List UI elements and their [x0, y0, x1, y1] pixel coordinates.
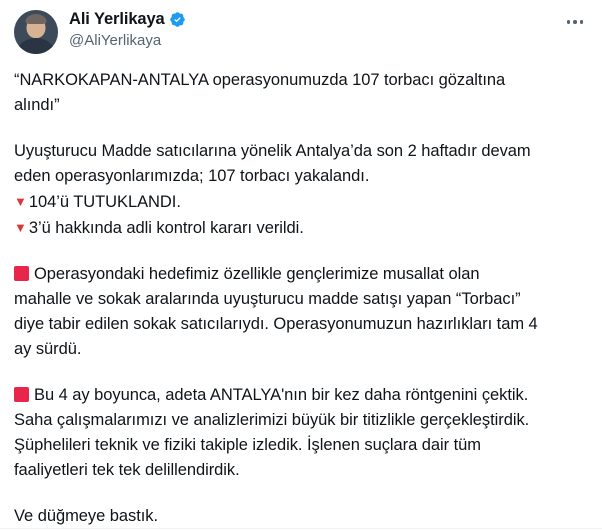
author-display-name[interactable]: Ali Yerlikaya — [69, 10, 165, 28]
tweet-block-1 — [14, 262, 588, 362]
tweet-bullet-1 — [14, 189, 588, 215]
avatar[interactable] — [14, 10, 58, 54]
author-name-row — [69, 10, 588, 30]
tweet-text — [14, 68, 588, 529]
tweet-line: “NARKOKAPAN-ANTALYA operasyonumuzda 107 torbacı gözaltına — [14, 71, 506, 89]
block-text: Bu 4 ay boyunca, adeta ANTALYA'nın bir kez daha röntgenini çektik. — [34, 386, 529, 404]
tweet-line: Ve düğmeye bastık. — [14, 507, 159, 525]
block-text: Operasyondaki hedefimiz özellikle gençlerimize musallat olan — [34, 265, 480, 283]
tweet-bullet-2 — [14, 215, 588, 241]
tweet-line: faaliyetleri tek tek delillendirdik. — [14, 461, 240, 479]
triangle-marker-icon: ▼ — [14, 194, 27, 209]
tweet-header — [14, 10, 588, 54]
tweet-line — [14, 262, 588, 287]
tweet-line — [14, 189, 588, 215]
tweet-closing — [14, 504, 588, 529]
triangle-marker-icon: ▼ — [14, 220, 27, 235]
author-handle[interactable]: @AliYerlikaya — [69, 31, 162, 49]
more-dot-2 — [573, 20, 577, 24]
bullet-text: 104’ü TUTUKLANDI. — [28, 193, 181, 211]
avatar-hair — [26, 14, 47, 24]
tweet-line: diye tabir edilen sokak satıcılarıydı. Operasyonumuzun hazırlıkları tam 4 — [14, 315, 538, 333]
bottom-divider — [0, 528, 602, 529]
tweet-block-2 — [14, 383, 588, 483]
more-options-icon[interactable] — [562, 12, 588, 32]
tweet-paragraph-headline — [14, 68, 588, 118]
tweet-line: eden operasyonlarımızda; 107 torbacı yakalandı. — [14, 167, 370, 185]
more-dot-1 — [567, 20, 571, 24]
red-square-marker-icon — [14, 266, 29, 281]
tweet-line: Saha çalışmalarımızı ve analizlerimizi büyük bir titizlikle gerçekleştirdik. — [14, 411, 530, 429]
more-dot-3 — [580, 20, 584, 24]
tweet-line: alındı” — [14, 96, 60, 114]
tweet-paragraph-summary — [14, 139, 588, 189]
red-square-marker-icon — [14, 387, 29, 402]
tweet-line — [14, 215, 588, 241]
tweet-line: Şüphelileri teknik ve fiziki takiple izledik. İşlenen suçlara dair tüm — [14, 436, 481, 454]
verified-badge-icon — [169, 11, 186, 28]
tweet-line: ay sürdü. — [14, 340, 82, 358]
tweet-line: mahalle ve sokak aralarında uyuşturucu madde satışı yapan “Torbacı” — [14, 290, 521, 308]
author-info — [69, 10, 588, 50]
tweet-line: Uyuşturucu Madde satıcılarına yönelik Antalya’da son 2 haftadır devam — [14, 142, 531, 160]
tweet-line — [14, 383, 588, 408]
bullet-text: 3’ü hakkında adli kontrol kararı verildi. — [28, 219, 304, 237]
